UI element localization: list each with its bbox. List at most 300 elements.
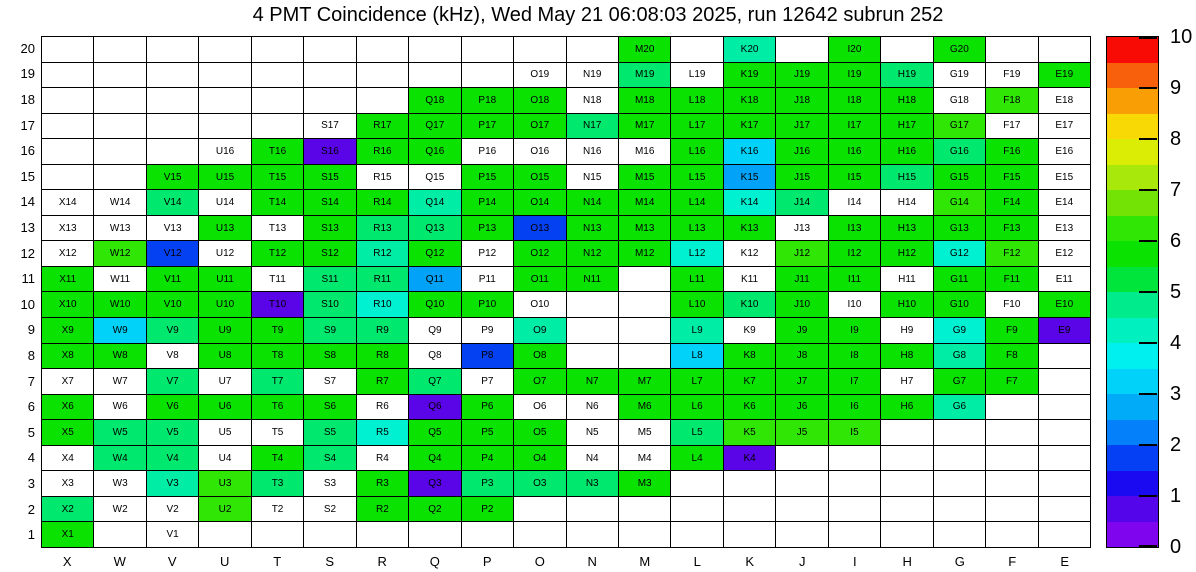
y-axis-label-18: 18 — [20, 92, 35, 107]
cell-E16: E16 — [1039, 139, 1090, 164]
cell-R6: R6 — [357, 395, 408, 420]
cell-H15: H15 — [881, 165, 932, 190]
cell-K10: K10 — [724, 292, 775, 317]
cell-O6: O6 — [514, 395, 565, 420]
empty-cell — [1039, 522, 1090, 547]
cell-J15: J15 — [776, 165, 827, 190]
cell-K5: K5 — [724, 420, 775, 445]
empty-cell — [94, 114, 145, 139]
cell-G12: G12 — [934, 241, 985, 266]
cell-X10: X10 — [42, 292, 93, 317]
y-axis-label-7: 7 — [27, 373, 35, 389]
cell-G9: G9 — [934, 318, 985, 343]
cell-T13: T13 — [252, 216, 303, 241]
cell-F15: F15 — [986, 165, 1037, 190]
cell-G8: G8 — [934, 344, 985, 369]
x-axis-label-V: V — [167, 554, 177, 569]
y-axis-label-16: 16 — [20, 143, 35, 159]
cell-Q12: Q12 — [409, 241, 460, 266]
x-axis-label-L: L — [693, 554, 701, 569]
empty-cell — [724, 497, 775, 522]
cell-I11: I11 — [829, 267, 880, 292]
empty-cell — [462, 522, 513, 547]
cell-S17: S17 — [304, 114, 355, 139]
empty-cell — [1039, 395, 1090, 420]
cell-R13: R13 — [357, 216, 408, 241]
cell-R10: R10 — [357, 292, 408, 317]
cell-E17: E17 — [1039, 114, 1090, 139]
cell-K6: K6 — [724, 395, 775, 420]
x-axis-label-I: I — [852, 554, 857, 569]
empty-cell — [619, 292, 670, 317]
y-axis-label-20: 20 — [20, 40, 35, 56]
cell-V7: V7 — [147, 369, 198, 394]
empty-cell — [304, 522, 355, 547]
empty-cell — [567, 522, 618, 547]
cell-T16: T16 — [252, 139, 303, 164]
cell-U15: U15 — [199, 165, 250, 190]
cell-V3: V3 — [147, 471, 198, 496]
cell-V6: V6 — [147, 395, 198, 420]
cell-H19: H19 — [881, 63, 932, 88]
empty-cell — [829, 522, 880, 547]
cell-H17: H17 — [881, 114, 932, 139]
empty-cell — [252, 88, 303, 113]
colorbar-segment-3 — [1107, 445, 1158, 471]
colorbar-segment-19 — [1107, 37, 1158, 63]
cell-I15: I15 — [829, 165, 880, 190]
empty-cell — [829, 446, 880, 471]
y-axis-label-6: 6 — [27, 399, 35, 415]
empty-cell — [514, 522, 565, 547]
empty-cell — [567, 292, 618, 317]
empty-cell — [567, 318, 618, 343]
colorbar-segment-7 — [1107, 343, 1158, 369]
cell-O9: O9 — [514, 318, 565, 343]
cell-O5: O5 — [514, 420, 565, 445]
empty-cell — [619, 497, 670, 522]
colorbar-tick-label-9: 9 — [1170, 77, 1182, 99]
cell-O7: O7 — [514, 369, 565, 394]
cell-S6: S6 — [304, 395, 355, 420]
cell-M3: M3 — [619, 471, 670, 496]
cell-F14: F14 — [986, 190, 1037, 215]
colorbar-segment-13 — [1107, 190, 1158, 216]
colorbar-tick-label-2: 2 — [1170, 434, 1182, 456]
cell-X12: X12 — [42, 241, 93, 266]
empty-cell — [147, 37, 198, 62]
cell-K19: K19 — [724, 63, 775, 88]
empty-cell — [1039, 471, 1090, 496]
cell-J17: J17 — [776, 114, 827, 139]
cell-S11: S11 — [304, 267, 355, 292]
cell-S16: S16 — [304, 139, 355, 164]
empty-cell — [42, 88, 93, 113]
cell-T15: T15 — [252, 165, 303, 190]
cell-S8: S8 — [304, 344, 355, 369]
x-axis-label-M: M — [639, 554, 651, 569]
empty-cell — [42, 139, 93, 164]
cell-X3: X3 — [42, 471, 93, 496]
empty-cell — [409, 63, 460, 88]
empty-cell — [147, 88, 198, 113]
cell-V15: V15 — [147, 165, 198, 190]
cell-H10: H10 — [881, 292, 932, 317]
cell-I9: I9 — [829, 318, 880, 343]
y-axis-label-2: 2 — [27, 501, 35, 517]
cell-E11: E11 — [1039, 267, 1090, 292]
colorbar-tick-1 — [1139, 495, 1157, 497]
cell-T11: T11 — [252, 267, 303, 292]
cell-L10: L10 — [671, 292, 722, 317]
empty-cell — [409, 37, 460, 62]
empty-cell — [462, 37, 513, 62]
empty-cell — [881, 420, 932, 445]
empty-cell — [986, 497, 1037, 522]
cell-G7: G7 — [934, 369, 985, 394]
cell-U7: U7 — [199, 369, 250, 394]
cell-H13: H13 — [881, 216, 932, 241]
cell-K20: K20 — [724, 37, 775, 62]
colorbar-segment-12 — [1107, 216, 1158, 242]
cell-U16: U16 — [199, 139, 250, 164]
cell-F8: F8 — [986, 344, 1037, 369]
cell-X13: X13 — [42, 216, 93, 241]
cell-S3: S3 — [304, 471, 355, 496]
colorbar-tick-2 — [1139, 444, 1157, 446]
x-axis-label-J: J — [799, 554, 806, 569]
empty-cell — [776, 497, 827, 522]
cell-M19: M19 — [619, 63, 670, 88]
empty-cell — [94, 139, 145, 164]
cell-M20: M20 — [619, 37, 670, 62]
cell-O13: O13 — [514, 216, 565, 241]
empty-cell — [881, 471, 932, 496]
y-axis-label-8: 8 — [27, 348, 35, 363]
cell-U4: U4 — [199, 446, 250, 471]
cell-N15: N15 — [567, 165, 618, 190]
cell-L19: L19 — [671, 63, 722, 88]
colorbar-tick-4 — [1139, 342, 1157, 344]
empty-cell — [147, 63, 198, 88]
cell-K15: K15 — [724, 165, 775, 190]
empty-cell — [934, 497, 985, 522]
colorbar-segment-10 — [1107, 267, 1158, 293]
colorbar-segment-4 — [1107, 420, 1158, 446]
colorbar-segment-5 — [1107, 394, 1158, 420]
x-axis-label-G: G — [954, 554, 965, 569]
empty-cell — [619, 267, 670, 292]
colorbar-tick-3 — [1139, 393, 1157, 395]
empty-cell — [829, 497, 880, 522]
cell-T3: T3 — [252, 471, 303, 496]
empty-cell — [724, 522, 775, 547]
cell-N16: N16 — [567, 139, 618, 164]
empty-cell — [986, 522, 1037, 547]
cell-X1: X1 — [42, 522, 93, 547]
empty-cell — [724, 471, 775, 496]
empty-cell — [776, 471, 827, 496]
cell-J9: J9 — [776, 318, 827, 343]
cell-L14: L14 — [671, 190, 722, 215]
colorbar-segment-8 — [1107, 318, 1158, 344]
empty-cell — [357, 522, 408, 547]
colorbar-segment-16 — [1107, 114, 1158, 140]
cell-M18: M18 — [619, 88, 670, 113]
cell-P16: P16 — [462, 139, 513, 164]
empty-cell — [252, 522, 303, 547]
cell-K11: K11 — [724, 267, 775, 292]
cell-X9: X9 — [42, 318, 93, 343]
x-axis-label-R: R — [377, 554, 387, 569]
cell-F9: F9 — [986, 318, 1037, 343]
cell-W6: W6 — [94, 395, 145, 420]
empty-cell — [671, 37, 722, 62]
cell-J18: J18 — [776, 88, 827, 113]
cell-H9: H9 — [881, 318, 932, 343]
x-axis-label-S: S — [325, 554, 335, 569]
cell-P4: P4 — [462, 446, 513, 471]
cell-F12: F12 — [986, 241, 1037, 266]
empty-cell — [1039, 446, 1090, 471]
cell-F13: F13 — [986, 216, 1037, 241]
cell-I12: I12 — [829, 241, 880, 266]
cell-L5: L5 — [671, 420, 722, 445]
colorbar-tick-label-5: 5 — [1170, 281, 1182, 303]
cell-R16: R16 — [357, 139, 408, 164]
cell-V14: V14 — [147, 190, 198, 215]
cell-S13: S13 — [304, 216, 355, 241]
cell-K17: K17 — [724, 114, 775, 139]
cell-Q6: Q6 — [409, 395, 460, 420]
empty-cell — [776, 446, 827, 471]
cell-L6: L6 — [671, 395, 722, 420]
cell-Q5: Q5 — [409, 420, 460, 445]
empty-cell — [1039, 344, 1090, 369]
empty-cell — [252, 114, 303, 139]
cell-Q8: Q8 — [409, 344, 460, 369]
cell-O11: O11 — [514, 267, 565, 292]
cell-L16: L16 — [671, 139, 722, 164]
empty-cell — [986, 471, 1037, 496]
cell-M5: M5 — [619, 420, 670, 445]
empty-cell — [671, 471, 722, 496]
cell-O10: O10 — [514, 292, 565, 317]
cell-Q14: Q14 — [409, 190, 460, 215]
colorbar-segment-0 — [1107, 522, 1158, 548]
cell-Q9: Q9 — [409, 318, 460, 343]
cell-O3: O3 — [514, 471, 565, 496]
cell-L7: L7 — [671, 369, 722, 394]
x-axis-label-K: K — [745, 554, 755, 569]
y-axis-label-12: 12 — [20, 245, 35, 261]
cell-P18: P18 — [462, 88, 513, 113]
empty-cell — [252, 37, 303, 62]
cell-J13: J13 — [776, 216, 827, 241]
cell-G13: G13 — [934, 216, 985, 241]
cell-G6: G6 — [934, 395, 985, 420]
cell-U12: U12 — [199, 241, 250, 266]
cell-M7: M7 — [619, 369, 670, 394]
empty-cell — [42, 37, 93, 62]
cell-R17: R17 — [357, 114, 408, 139]
cell-H7: H7 — [881, 369, 932, 394]
empty-cell — [1039, 37, 1090, 62]
colorbar-tick-5 — [1139, 291, 1157, 293]
colorbar-segment-9 — [1107, 292, 1158, 318]
empty-cell — [199, 522, 250, 547]
cell-U10: U10 — [199, 292, 250, 317]
cell-I10: I10 — [829, 292, 880, 317]
y-axis-label-13: 13 — [20, 220, 35, 235]
cell-G16: G16 — [934, 139, 985, 164]
cell-G14: G14 — [934, 190, 985, 215]
empty-cell — [514, 37, 565, 62]
cell-U9: U9 — [199, 318, 250, 343]
cell-P14: P14 — [462, 190, 513, 215]
cell-P11: P11 — [462, 267, 513, 292]
cell-K13: K13 — [724, 216, 775, 241]
cell-V11: V11 — [147, 267, 198, 292]
cell-R2: R2 — [357, 497, 408, 522]
y-axis-label-19: 19 — [20, 66, 35, 82]
x-axis-label-O: O — [534, 554, 545, 569]
x-axis-label-P: P — [482, 554, 492, 569]
cell-J12: J12 — [776, 241, 827, 266]
cell-M6: M6 — [619, 395, 670, 420]
cell-W14: W14 — [94, 190, 145, 215]
empty-cell — [619, 344, 670, 369]
x-axis-label-X: X — [62, 554, 72, 569]
cell-Q16: Q16 — [409, 139, 460, 164]
cell-P13: P13 — [462, 216, 513, 241]
cell-T6: T6 — [252, 395, 303, 420]
cell-L9: L9 — [671, 318, 722, 343]
cell-X2: X2 — [42, 497, 93, 522]
cell-H6: H6 — [881, 395, 932, 420]
x-axis-label-N: N — [587, 554, 597, 569]
cell-M15: M15 — [619, 165, 670, 190]
cell-L4: L4 — [671, 446, 722, 471]
cell-X8: X8 — [42, 344, 93, 369]
cell-J7: J7 — [776, 369, 827, 394]
cell-U3: U3 — [199, 471, 250, 496]
empty-cell — [986, 395, 1037, 420]
cell-M12: M12 — [619, 241, 670, 266]
cell-W4: W4 — [94, 446, 145, 471]
empty-cell — [881, 522, 932, 547]
cell-N17: N17 — [567, 114, 618, 139]
empty-cell — [94, 522, 145, 547]
colorbar-tick-6 — [1139, 240, 1157, 242]
cell-R5: R5 — [357, 420, 408, 445]
colorbar-tick-label-3: 3 — [1170, 383, 1182, 405]
empty-cell — [94, 37, 145, 62]
empty-cell — [514, 497, 565, 522]
cell-Q18: Q18 — [409, 88, 460, 113]
cell-O4: O4 — [514, 446, 565, 471]
empty-cell — [304, 37, 355, 62]
cell-V4: V4 — [147, 446, 198, 471]
cell-Q17: Q17 — [409, 114, 460, 139]
cell-V1: V1 — [147, 522, 198, 547]
cell-S7: S7 — [304, 369, 355, 394]
cell-T4: T4 — [252, 446, 303, 471]
empty-cell — [776, 37, 827, 62]
cell-N12: N12 — [567, 241, 618, 266]
cell-U13: U13 — [199, 216, 250, 241]
cell-K8: K8 — [724, 344, 775, 369]
empty-cell — [42, 165, 93, 190]
cell-J5: J5 — [776, 420, 827, 445]
cell-I5: I5 — [829, 420, 880, 445]
cell-I14: I14 — [829, 190, 880, 215]
empty-cell — [1039, 369, 1090, 394]
cell-X5: X5 — [42, 420, 93, 445]
x-axis-label-W: W — [113, 554, 126, 569]
cell-T9: T9 — [252, 318, 303, 343]
cell-P5: P5 — [462, 420, 513, 445]
cell-E9: E9 — [1039, 318, 1090, 343]
cell-T7: T7 — [252, 369, 303, 394]
y-axis-label-11: 11 — [21, 271, 35, 287]
cell-J14: J14 — [776, 190, 827, 215]
empty-cell — [357, 88, 408, 113]
cell-W13: W13 — [94, 216, 145, 241]
cell-M17: M17 — [619, 114, 670, 139]
cell-O19: O19 — [514, 63, 565, 88]
cell-L15: L15 — [671, 165, 722, 190]
cell-R12: R12 — [357, 241, 408, 266]
cell-N11: N11 — [567, 267, 618, 292]
cell-J6: J6 — [776, 395, 827, 420]
cell-G17: G17 — [934, 114, 985, 139]
cell-H8: H8 — [881, 344, 932, 369]
empty-cell — [42, 63, 93, 88]
cell-W7: W7 — [94, 369, 145, 394]
cell-U5: U5 — [199, 420, 250, 445]
cell-O8: O8 — [514, 344, 565, 369]
cell-S14: S14 — [304, 190, 355, 215]
colorbar-tick-label-1: 1 — [1170, 485, 1182, 507]
y-axis-label-10: 10 — [20, 296, 35, 312]
y-axis-label-5: 5 — [27, 424, 35, 440]
cell-K4: K4 — [724, 446, 775, 471]
cell-J8: J8 — [776, 344, 827, 369]
cell-I7: I7 — [829, 369, 880, 394]
cell-H11: H11 — [881, 267, 932, 292]
empty-cell — [409, 522, 460, 547]
cell-F18: F18 — [986, 88, 1037, 113]
cell-G11: G11 — [934, 267, 985, 292]
cell-N19: N19 — [567, 63, 618, 88]
heatmap-grid — [41, 36, 1091, 548]
cell-T12: T12 — [252, 241, 303, 266]
empty-cell — [934, 446, 985, 471]
x-axis-label-U: U — [220, 554, 230, 569]
cell-K12: K12 — [724, 241, 775, 266]
cell-X14: X14 — [42, 190, 93, 215]
cell-U8: U8 — [199, 344, 250, 369]
colorbar-tick-0 — [1139, 545, 1157, 547]
cell-V8: V8 — [147, 344, 198, 369]
colorbar-segment-2 — [1107, 471, 1158, 497]
cell-X4: X4 — [42, 446, 93, 471]
colorbar-tick-label-8: 8 — [1170, 128, 1182, 150]
x-axis-label-E: E — [1060, 554, 1070, 569]
empty-cell — [199, 63, 250, 88]
cell-Q10: Q10 — [409, 292, 460, 317]
